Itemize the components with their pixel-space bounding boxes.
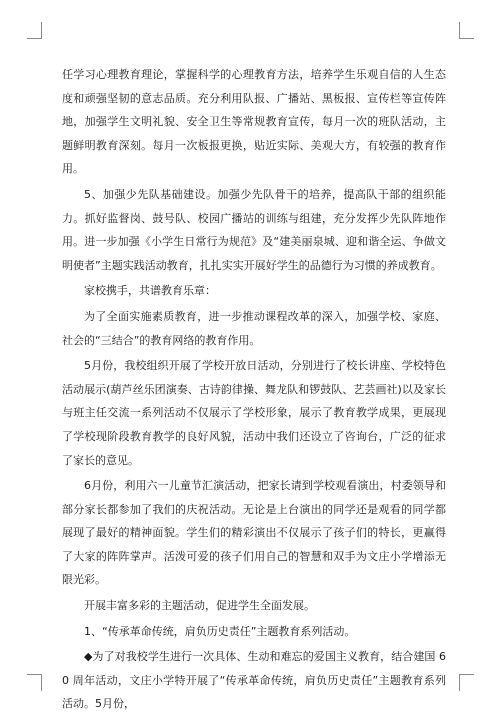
crop-mark-bottom-left xyxy=(27,674,42,691)
paragraph: 开展丰富多彩的主题活动，促进学生全面发展。 xyxy=(84,599,315,613)
document-body xyxy=(62,63,446,716)
paragraph: 5、加强少先队基础建设。加强少先队骨干的培养，提高队干部的组织能力。抓好监督岗、鼓号队、校园广播站的训练与组建，充分发挥少先队阵地作用。进一步加强《小学生日常行为规范》及“建美丽泉城、迎和谐全运、争做文明使者”主题实践活动教育，扎扎实实开展好学生的品德行为习惯的养成教育。 xyxy=(62,187,446,272)
crop-mark-bottom-right xyxy=(459,674,474,691)
paragraph: 5月份，我校组织开展了学校开放日活动，分别进行了校长讲座、学校特色活动展示(葫芦丝乐团演奏、古诗韵律操、舞龙队和锣鼓队、艺芸画社)以及家长与班主任交流一系列活动不仅展示了学校形象，展示了教育教学成果，更展现了学校现阶段教育教学的良好风貌，活动中我们还设立了咨询台，广泛的征求了家长的意见。 xyxy=(62,359,446,467)
paragraph: 为了全面实施素质教育，进一步推动课程改革的深入，加强学校、家庭、社会的“三结合”的教育网络的教育作用。 xyxy=(62,309,446,347)
crop-mark-top-left xyxy=(27,22,42,39)
paragraph: 6月份，利用六一儿童节汇演活动，把家长请到学校观看演出，村委领导和部分家长都参加了我们的庆祝活动。无论是上台演出的同学还是观看的同学都展现了最好的精神面貌。学生们的精彩演出不仅展示了孩子们的特长，更赢得了大家的阵阵掌声。活泼可爱的孩子们用自己的智慧和双手为文庄小学增添无限光彩。 xyxy=(62,479,446,587)
paragraph: 家校携手，共谱教育乐章： xyxy=(84,284,216,298)
paragraph: 1、“传承革命传统，肩负历史责任”主题教育系列活动。 xyxy=(84,624,356,638)
paragraph: 任学习心理教育理论，掌握科学的心理教育方法，培养学生乐观自信的人生态度和顽强坚韧的意志品质。充分利用队报、广播站、黑板报、宣传栏等宣传阵地，加强学生文明礼貌、安全卫生等常规教育宣传，每月一次的班队活动，主题鲜明教育深刻。每月一次板报更换，贴近实际、美观大方，有较强的教育作用。 xyxy=(62,68,446,176)
paragraph: ◆为了对我校学生进行一次具体、生动和难忘的爱国主义教育，结合建国 60 周年活动，文庄小学特开展了“传承革命传统，肩负历史责任”主题教育系列活动。5月份， xyxy=(62,650,446,711)
crop-mark-top-right xyxy=(459,22,474,39)
